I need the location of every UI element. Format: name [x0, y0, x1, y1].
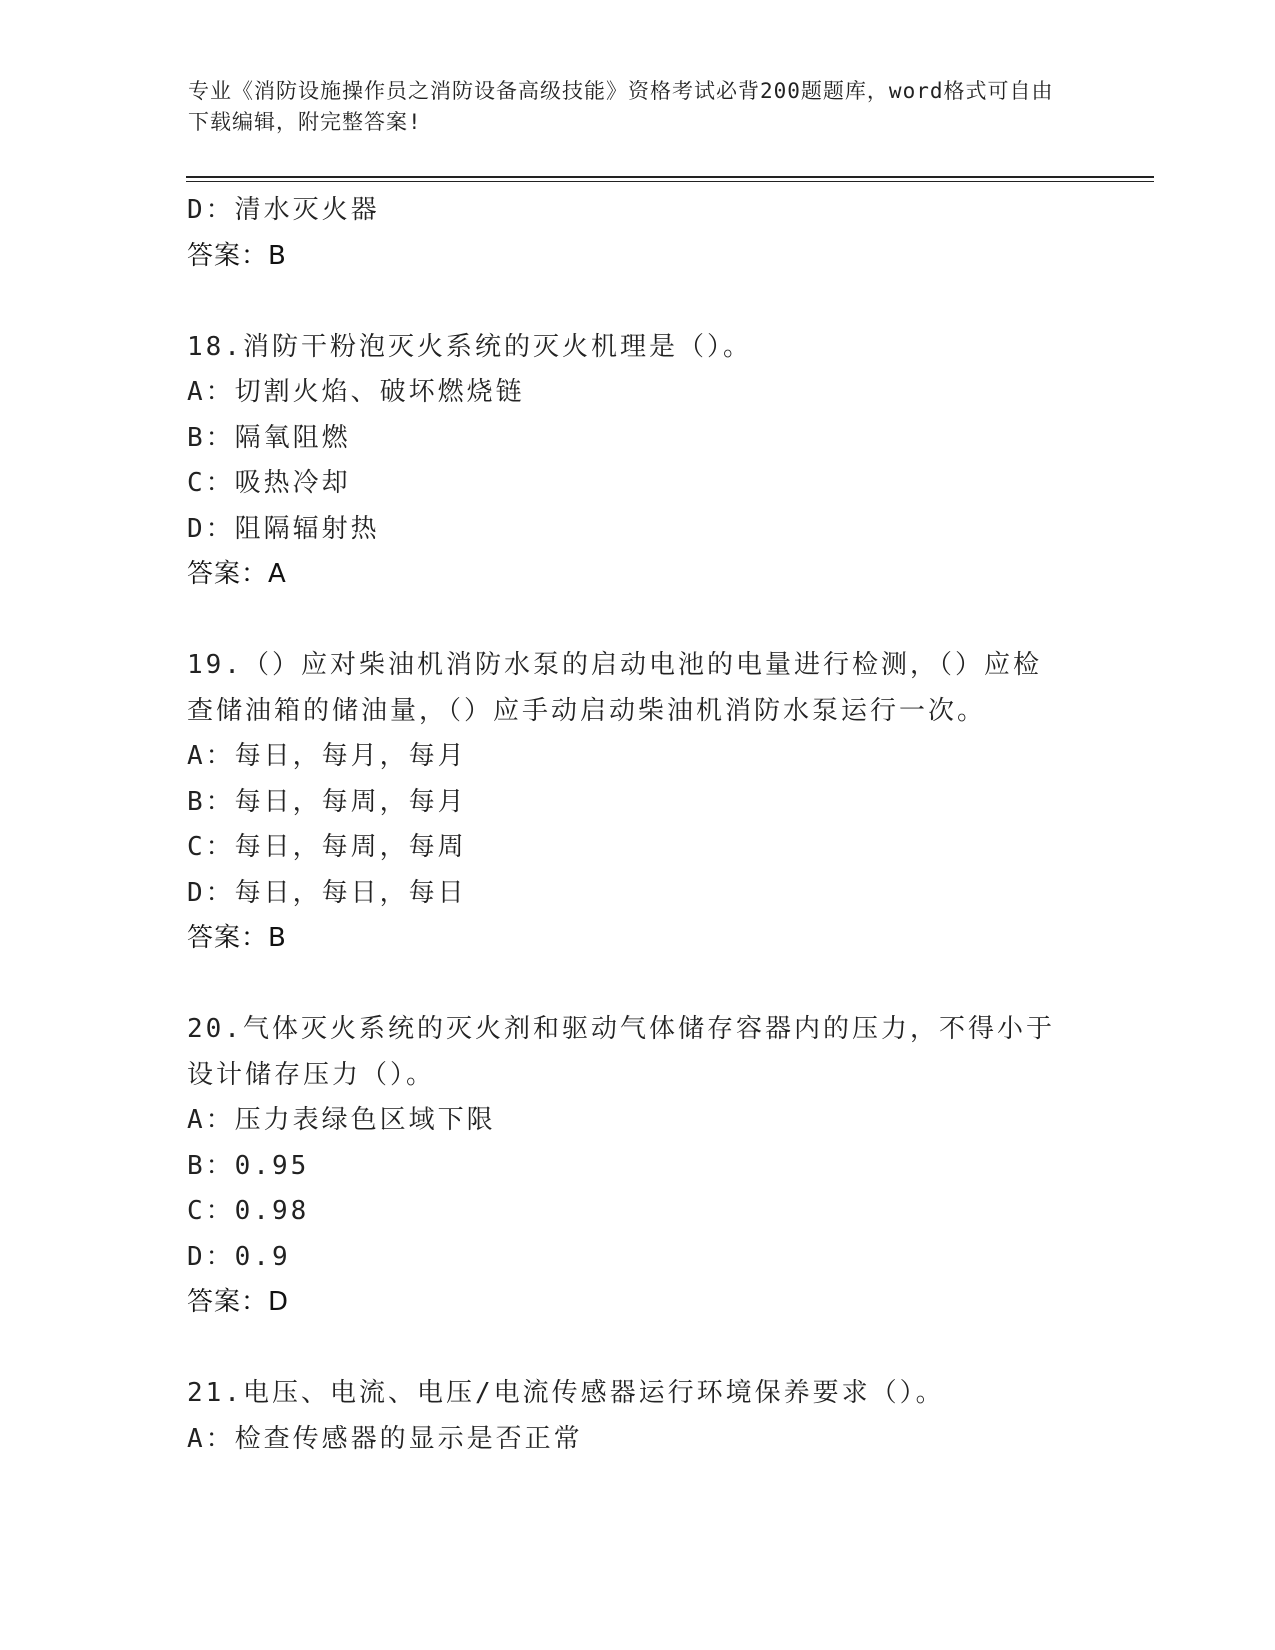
question-18-option-d: D：阻隔辐射热 [187, 513, 380, 544]
question-21-stem: 21.电压、电流、电压/电流传感器运行环境保养要求（）。 [187, 1378, 945, 1408]
question-18-option-b: B：隔氧阻燃 [187, 422, 351, 453]
question-20-option-b: B：0.95 [187, 1150, 310, 1181]
question-18-option-a: A：切割火焰、破坏燃烧链 [187, 377, 525, 407]
question-17-option-d: D：清水灭火器 [187, 195, 380, 225]
spacer [187, 1326, 1087, 1372]
question-18-option-c: C：吸热冷却 [187, 468, 351, 498]
question-18-answer: 答案：A [187, 559, 287, 589]
question-20-stem: 20.气体灭火系统的灭火剂和驱动气体储存容器内的压力，不得小于设计储存压力（）。 [187, 1014, 1055, 1090]
question-list [187, 188, 1087, 1462]
question-19-option-b: B：每日，每周，每月 [187, 786, 467, 817]
question-19-option-c: C：每日，每周，每周 [187, 832, 467, 862]
spacer [187, 598, 1087, 644]
header-divider-thick [186, 176, 1154, 178]
question-20-option-d: D：0.9 [187, 1241, 291, 1272]
question-17-answer: 答案：B [187, 240, 287, 271]
question-19-stem: 19.（）应对柴油机消防水泵的启动电池的电量进行检测，（）应检查储油箱的储油量，（）应手动启动柴油机消防水泵运行一次。 [187, 650, 1042, 726]
document-header: 专业《消防设施操作员之消防设备高级技能》资格考试必背200题题库，word格式可自由下载编辑，附完整答案! [188, 79, 1054, 134]
question-21-option-a: A：检查传感器的显示是否正常 [187, 1423, 583, 1454]
question-19-option-d: D：每日，每日，每日 [187, 877, 467, 908]
question-19-answer: 答案：B [187, 923, 287, 953]
spacer [187, 962, 1087, 1008]
question-20-option-a: A：压力表绿色区域下限 [187, 1105, 496, 1135]
question-20-answer: 答案：D [187, 1287, 290, 1317]
question-18-stem: 18.消防干粉泡灭火系统的灭火机理是（）。 [187, 331, 752, 362]
question-20-option-c: C：0.98 [187, 1196, 310, 1226]
question-19-option-a: A：每日，每月，每月 [187, 741, 467, 771]
header-divider-thin [186, 181, 1154, 182]
spacer [187, 279, 1087, 325]
